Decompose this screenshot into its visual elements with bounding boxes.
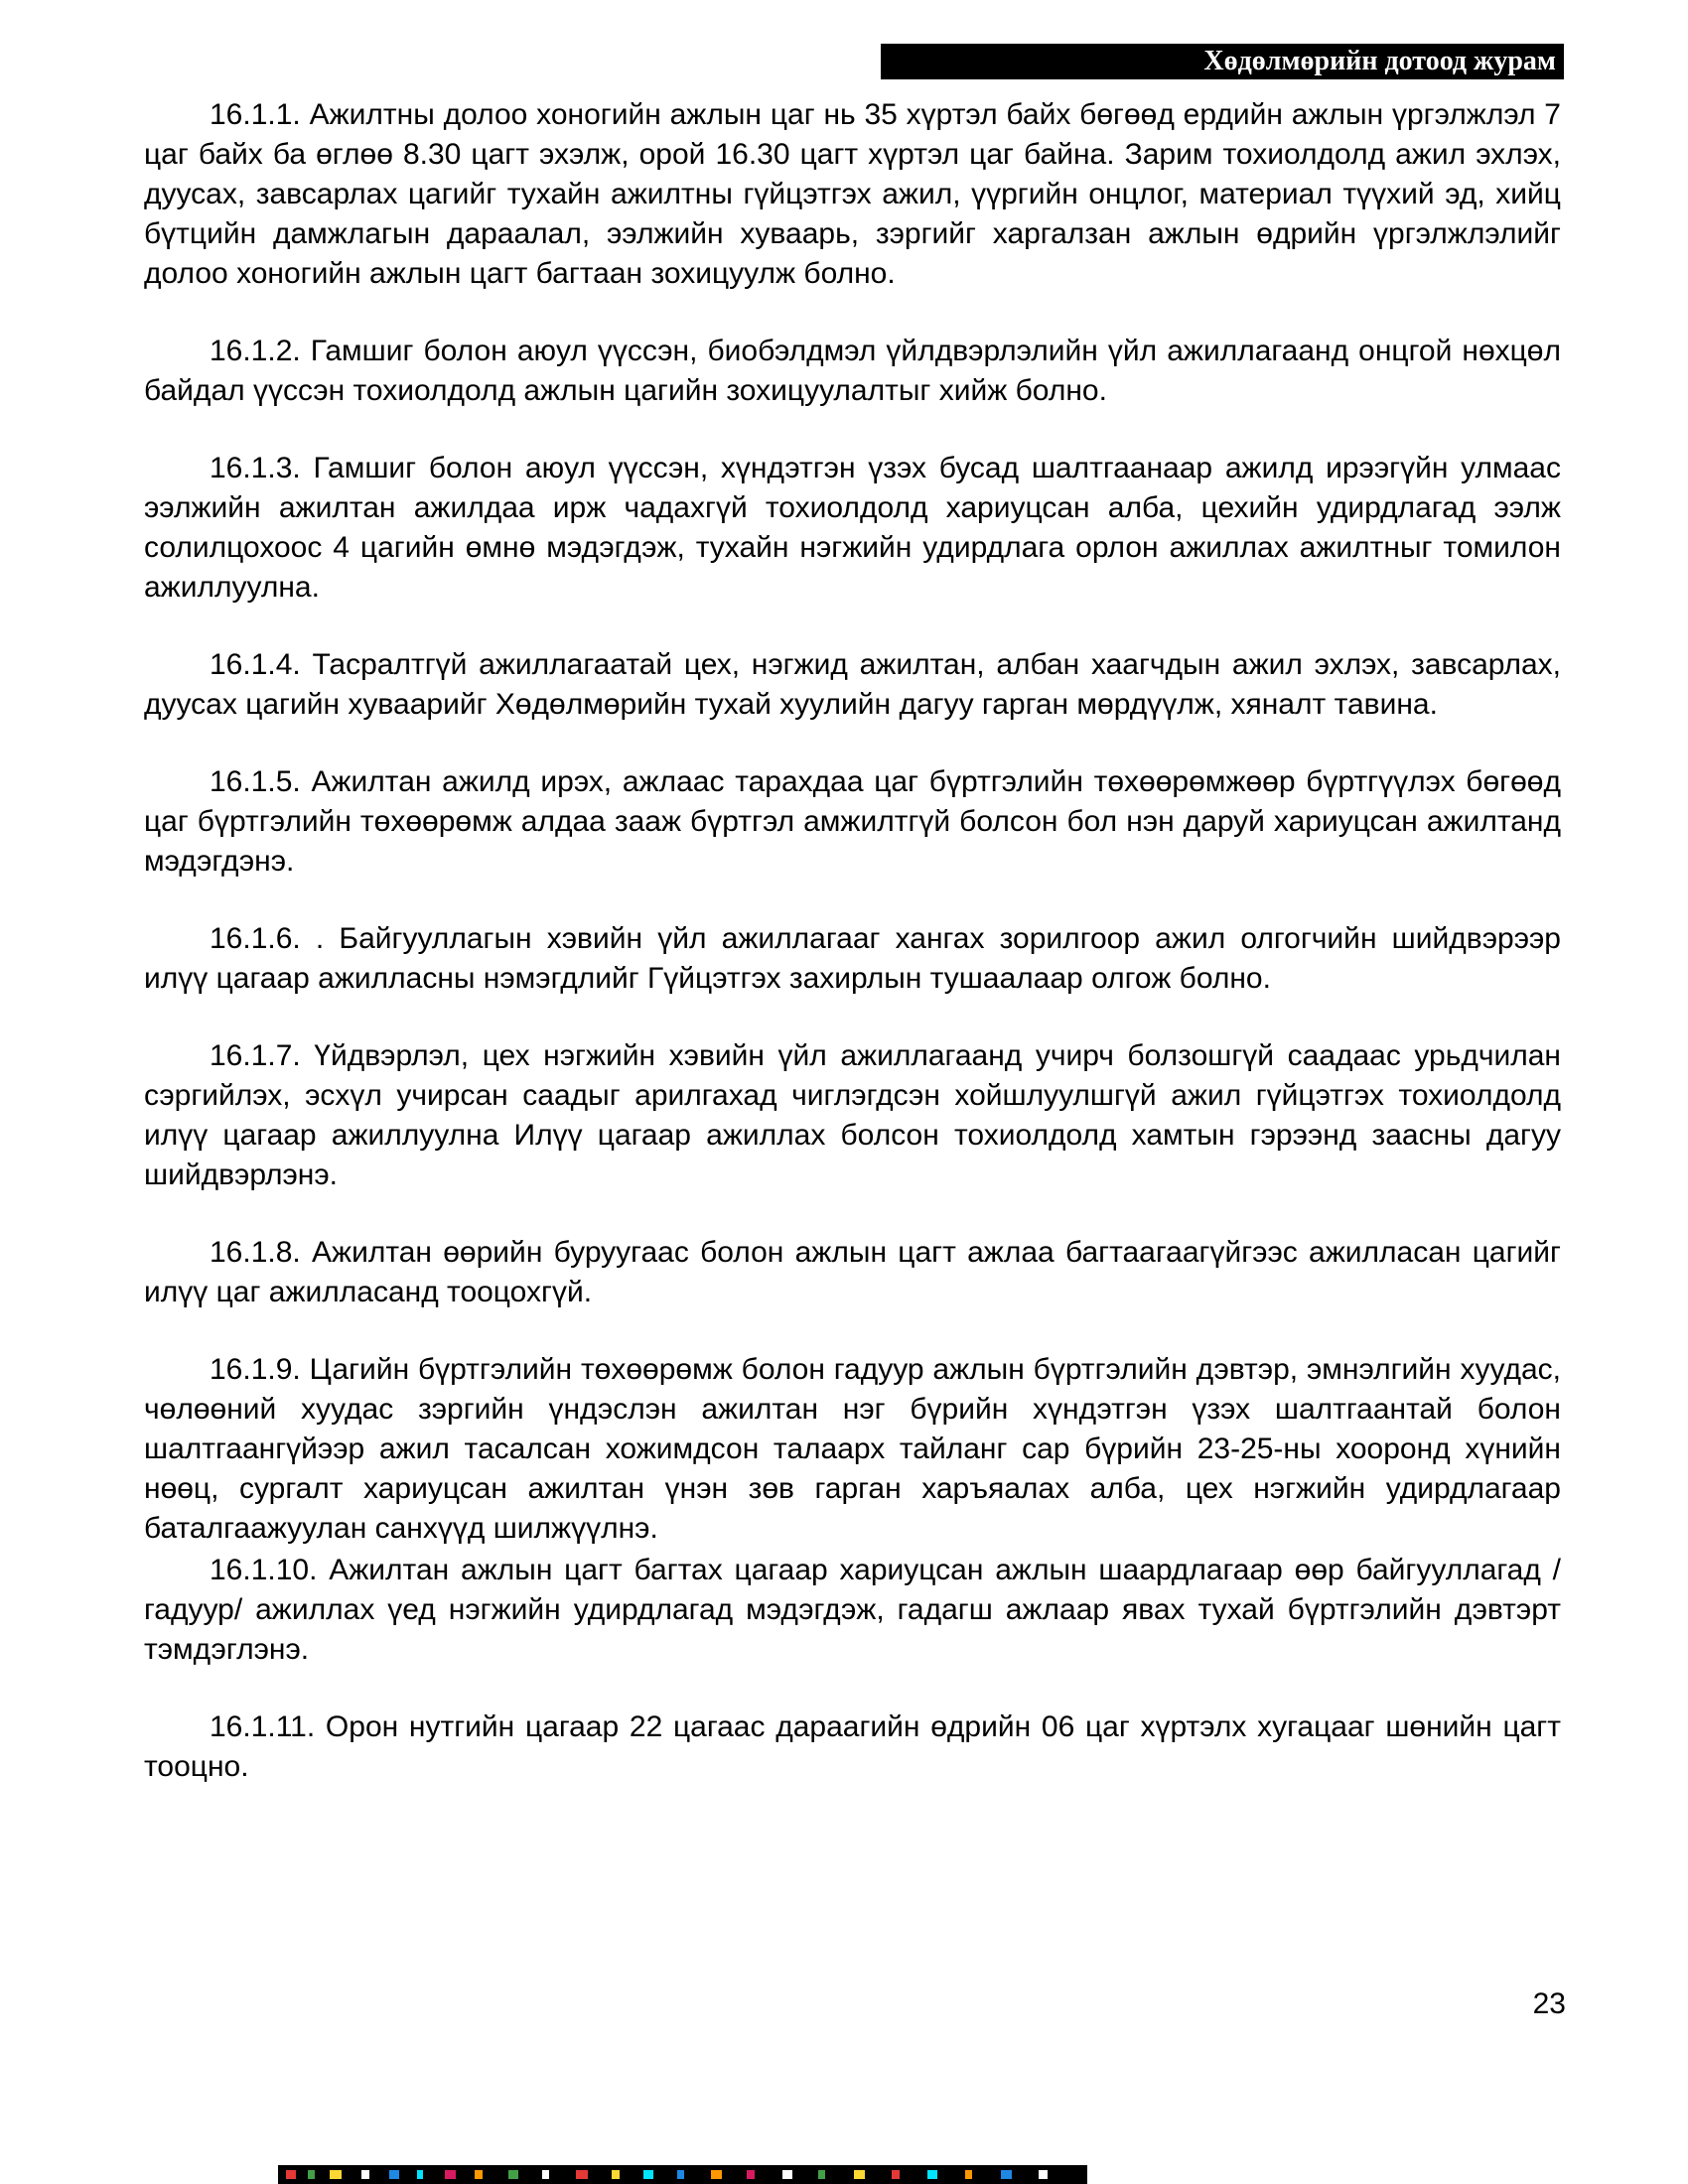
footer-mark [475, 2170, 483, 2179]
paragraph-16.1.10: 16.1.10. Ажилтан ажлын цагт багтах цагаар хариуцсан ажлын шаардлагаар өөр байгууллагад /гадуур/ ажиллах үед нэгжийн удирдлагад мэдэгдэж, гадагш ажлаар явах тухай бүртгэлийн дэвтэрт тэмдэглэнэ. [144, 1554, 1561, 1666]
paragraph-16.1.8: 16.1.8. Ажилтан өөрийн буруугаас болон ажлын цагт ажлаа багтаагаагүйгээс ажилласан цагийг илүү цаг ажилласанд тооцохгүй. [144, 1236, 1561, 1308]
footer-mark [417, 2170, 423, 2179]
footer-mark [711, 2170, 722, 2179]
footer-mark [747, 2170, 755, 2179]
paragraph-16.1.3: 16.1.3. Гамшиг болон аюул үүссэн, хүндэтгэн үзэх бусад шалтгаанаар ажилд ирээгүйн улмаас ээлжийн ажилтан ажилдаа ирж чадахгүй тохиолдолд хариуцсан алба, цехийн удирдлагад ээлж солилцохоос 4 цагийн өмнө мэдэгдэж, тухайн нэгжийн удирдлага орлон ажиллах ажилтныг томилон ажиллуулна. [144, 452, 1561, 604]
chapter-header-bar [881, 44, 1564, 79]
footer-mark [782, 2170, 792, 2179]
paragraph-16.1.9: 16.1.9. Цагийн бүртгэлийн төхөөрөмж болон гадуур ажлын бүртгэлийн дэвтэр, эмнэлгийн хуудас, чөлөөний хуудас зэргийн үндэслэн ажилтан нэг бүрийн хүндэтгэн үзэх шалтгаантай болон шалтгаангүйээр ажил тасалсан хожимдсон талаарх тайланг сар бүрийн 23-25-ны хооронд хүнийн нөөц, сургалт хариуцсан ажилтан үнэн зөв гарган харъяалах алба, цех нэгжийн удирдлагаар баталгаажуулан санхүүд шилжүүлнэ. [144, 1353, 1561, 1545]
paragraph-16.1.1: 16.1.1. Ажилтны долоо хоногийн ажлын цаг нь 35 хүртэл байх бөгөөд ердийн ажлын үргэлжлэл 7 цаг байх ба өглөө 8.30 цагт эхэлж, орой 16.30 цагт хүртэл цаг байна. Зарим тохиолдолд ажил эхлэх, дуусах, завсарлах цагийг тухайн ажилтны гүйцэтгэх ажил, үүргийн онцлог, материал түүхий эд, хийц бүтцийн дамжлагын дараалал, ээлжийн хуваарь, зэргийг харгалзан ажлын өдрийн үргэлжлэлийг долоо хоногийн ажлын цагт багтаан зохицуулж болно. [144, 98, 1561, 290]
footer-mark [542, 2170, 549, 2179]
footer-mark [965, 2170, 972, 2179]
paragraph-16.1.7: 16.1.7. Үйдвэрлэл, цех нэгжийн хэвийн үйл ажиллагаанд учирч болзошгүй саадаас урьдчилан сэргийлэх, эсхүл учирсан саадыг арилгахад чиглэгдсэн хойшлуулшгүй ажил гүйцэтгэх тохиолдолд илүү цагаар ажиллуулна Илүү цагаар ажиллах болсон тохиолдолд хамтын гэрээнд заасны дагуу шийдвэрлэнэ. [144, 1039, 1561, 1191]
paragraph-16.1.11: 16.1.11. Орон нутгийн цагаар 22 цагаас дараагийн өдрийн 06 цаг хүртэлх хугацааг шөнийн цагт тооцно. [144, 1710, 1561, 1783]
footer-mark [1001, 2170, 1012, 2179]
footer-mark [330, 2170, 342, 2179]
footer-mark [308, 2170, 315, 2179]
footer-mark [361, 2170, 369, 2179]
document-body [144, 95, 1561, 1825]
footer-artifact-bar [278, 2165, 1087, 2184]
footer-mark [927, 2170, 937, 2179]
footer-mark [854, 2170, 865, 2179]
footer-mark [612, 2170, 620, 2179]
chapter-title: Хөдөлмөрийн дотоод журам [1203, 46, 1556, 76]
paragraph-16.1.5: 16.1.5. Ажилтан ажилд ирэх, ажлаас тарахдаа цаг бүртгэлийн төхөөрөмжөөр бүртгүүлэх бөгөөд цаг бүртгэлийн төхөөрөмж алдаа зааж бүртгэл амжилтгүй болсон бол нэн даруй хариуцсан ажилтанд мэдэгдэнэ. [144, 765, 1561, 878]
footer-mark [389, 2170, 399, 2179]
paragraph-16.1.4: 16.1.4. Тасралтгүй ажиллагаатай цех, нэгжид ажилтан, албан хаагчдын ажил эхлэх, завсарлах, дуусах цагийн хуваарийг Хөдөлмөрийн тухай хуулийн дагуу гарган мөрдүүлж, хяналт тавина. [144, 648, 1561, 721]
footer-mark [286, 2170, 296, 2179]
footer-mark [576, 2170, 588, 2179]
footer-mark [643, 2170, 653, 2179]
footer-mark [1039, 2170, 1048, 2179]
footer-mark [508, 2170, 518, 2179]
footer-mark [677, 2170, 684, 2179]
footer-mark [818, 2170, 825, 2179]
paragraph-16.1.6: 16.1.6. . Байгууллагын хэвийн үйл ажиллагааг хангах зорилгоор ажил олгогчийн шийдвэрээр илүү цагаар ажилласны нэмэгдлийг Гүйцэтгэх захирлын тушаалаар олгож болно. [144, 922, 1561, 995]
page-number: 23 [1532, 1987, 1566, 2020]
footer-mark [445, 2170, 456, 2179]
paragraph-16.1.2: 16.1.2. Гамшиг болон аюул үүссэн, биобэлдмэл үйлдвэрлэлийн үйл ажиллагаанд онцгой нөхцөл байдал үүссэн тохиолдолд ажлын цагийн зохицуулалтыг хийж болно. [144, 335, 1561, 407]
footer-mark [892, 2170, 900, 2179]
